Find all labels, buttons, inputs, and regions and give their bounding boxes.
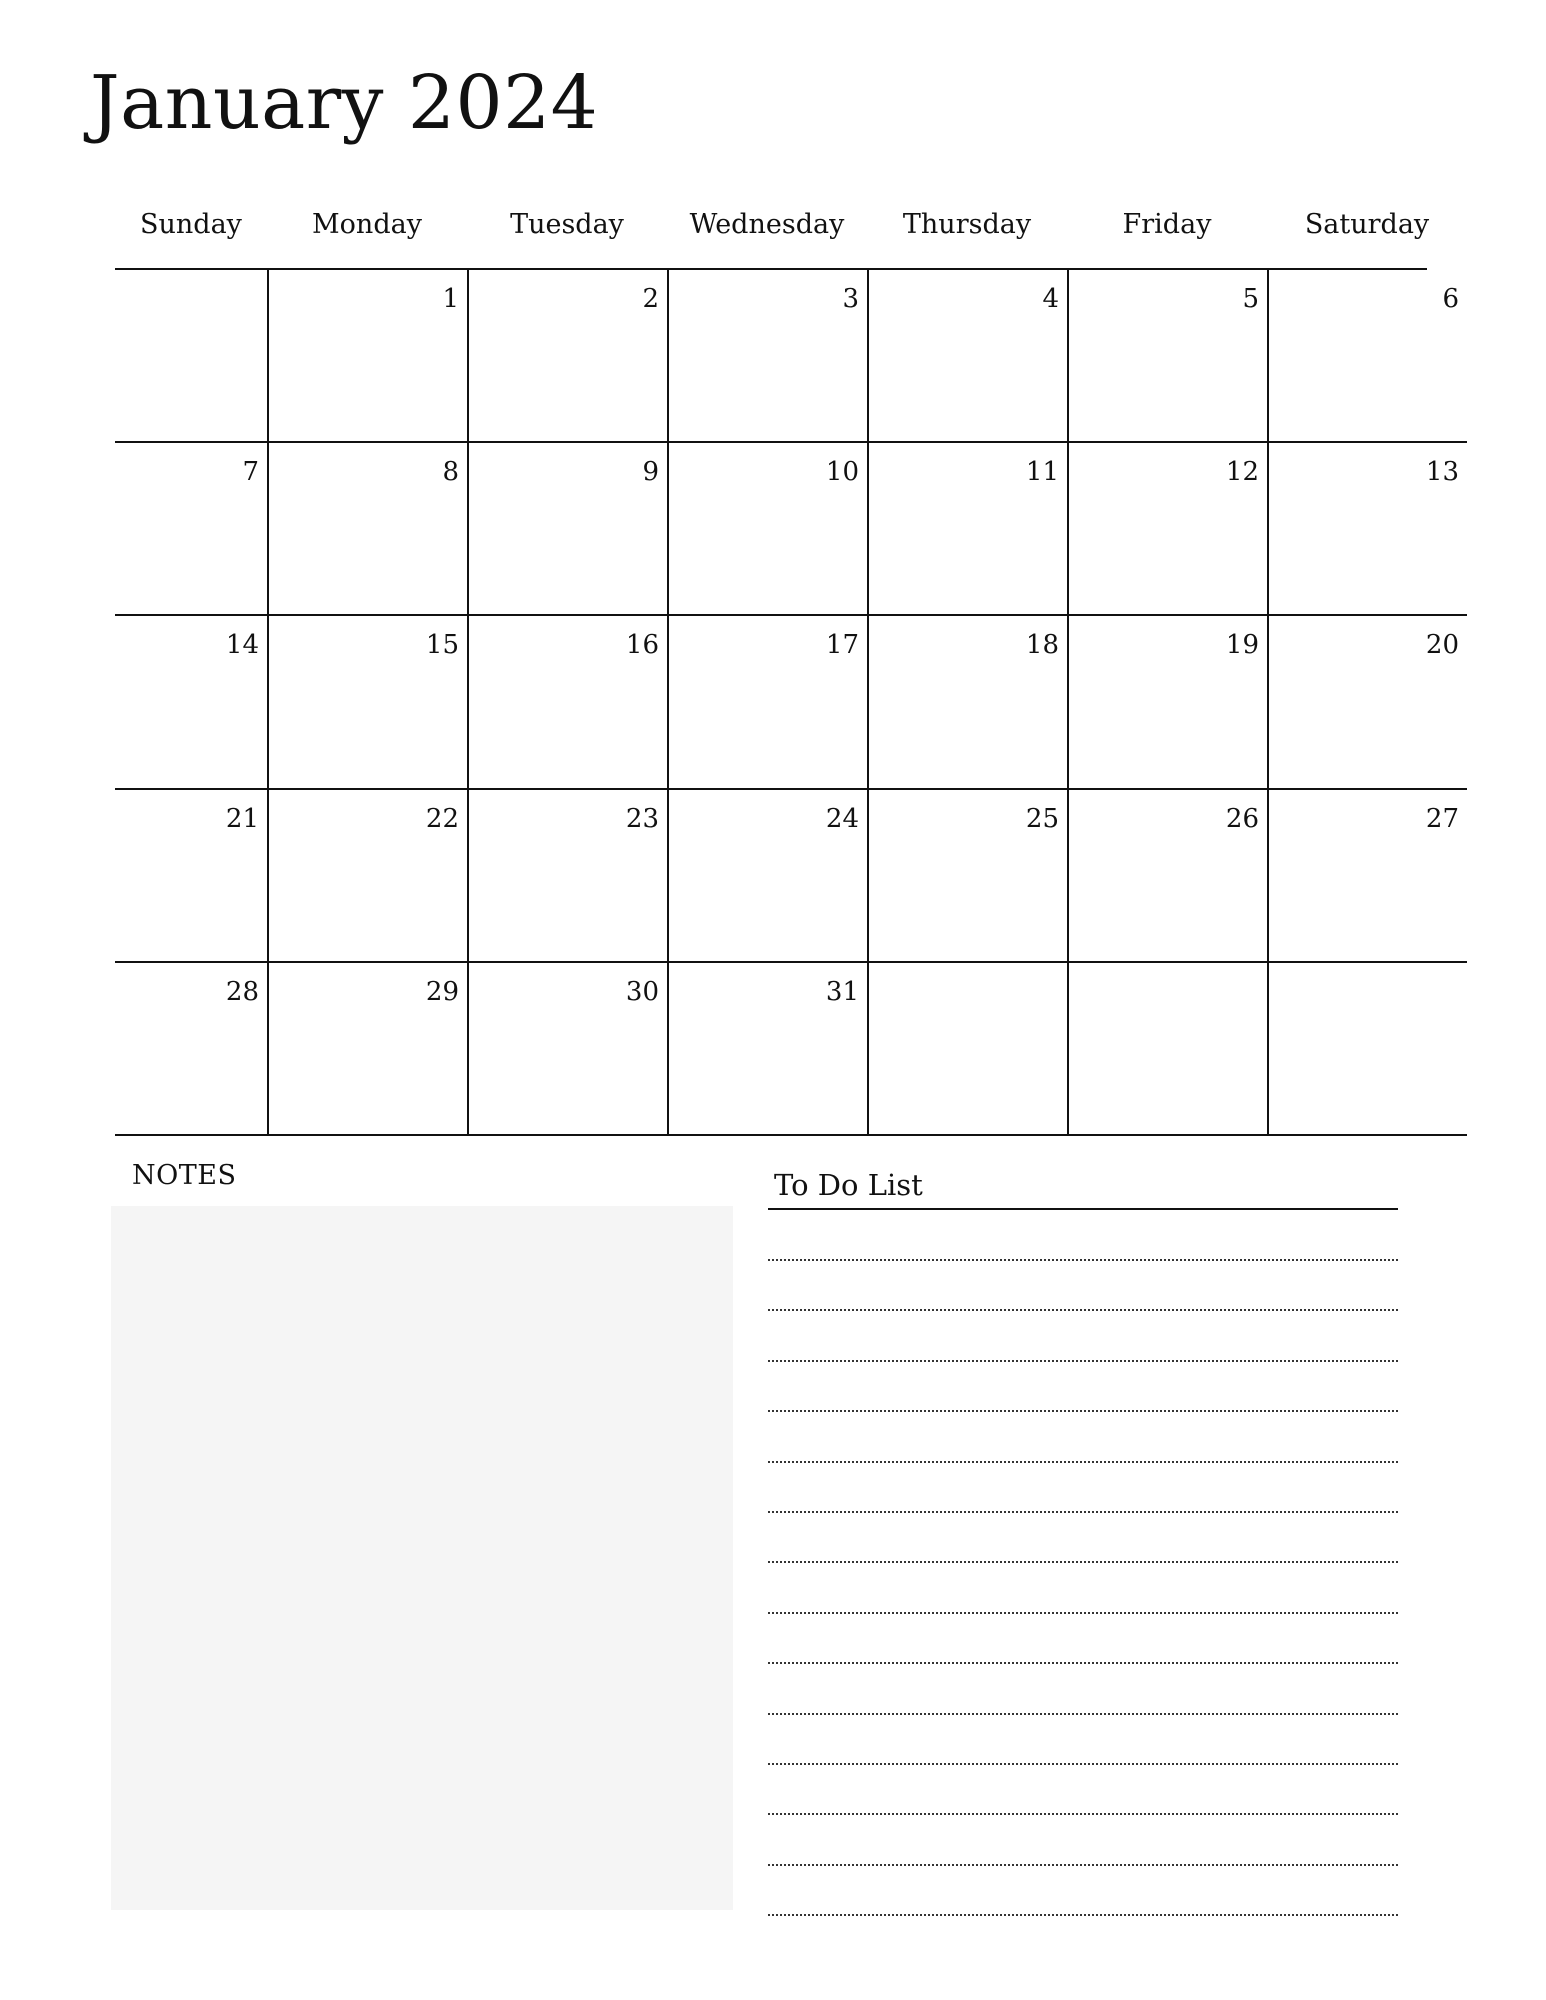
- todo-list-label: To Do List: [774, 1168, 923, 1202]
- todo-item-line[interactable]: [768, 1360, 1398, 1362]
- calendar-day-cell[interactable]: [1267, 616, 1467, 789]
- day-number: 26: [1225, 803, 1259, 834]
- day-number: 29: [425, 976, 459, 1007]
- calendar-day-cell[interactable]: [467, 963, 667, 1136]
- todo-item-line[interactable]: [768, 1864, 1398, 1866]
- calendar-day-cell[interactable]: [467, 443, 667, 616]
- calendar-day-cell[interactable]: [467, 616, 667, 789]
- calendar-day-cell[interactable]: [667, 616, 867, 789]
- weekday-friday: Friday: [1122, 209, 1212, 240]
- calendar-day-cell[interactable]: [115, 616, 267, 789]
- day-number: 27: [1425, 803, 1459, 834]
- calendar-day-cell[interactable]: [267, 270, 467, 443]
- todo-item-line[interactable]: [768, 1461, 1398, 1463]
- day-number: 22: [425, 803, 459, 834]
- calendar-day-cell[interactable]: [1267, 790, 1467, 963]
- calendar-day-cell[interactable]: [667, 963, 867, 1136]
- day-number: 10: [825, 457, 859, 488]
- day-number: 11: [1025, 457, 1059, 488]
- day-number: 16: [625, 630, 659, 661]
- calendar-day-cell[interactable]: [867, 270, 1067, 443]
- weekday-monday: Monday: [312, 209, 422, 240]
- todo-item-line[interactable]: [768, 1410, 1398, 1412]
- calendar-day-cell[interactable]: [867, 790, 1067, 963]
- day-number: 19: [1225, 630, 1259, 661]
- calendar-day-cell[interactable]: [267, 790, 467, 963]
- day-number: 15: [425, 630, 459, 661]
- todo-item-line[interactable]: [768, 1713, 1398, 1715]
- weekday-thursday: Thursday: [902, 209, 1032, 240]
- calendar-day-cell[interactable]: [1267, 443, 1467, 616]
- calendar-day-cell[interactable]: [867, 443, 1067, 616]
- day-number: 18: [1025, 630, 1059, 661]
- todo-item-line[interactable]: [768, 1561, 1398, 1563]
- calendar-day-cell[interactable]: [867, 963, 1067, 1136]
- calendar-day-cell[interactable]: [1067, 270, 1267, 443]
- weekday-header-row: [115, 205, 1430, 245]
- todo-item-line[interactable]: [768, 1259, 1398, 1261]
- day-number: 28: [225, 976, 259, 1007]
- calendar-day-cell[interactable]: [267, 443, 467, 616]
- calendar-day-cell[interactable]: [467, 790, 667, 963]
- day-number: 3: [842, 284, 859, 314]
- calendar-day-cell[interactable]: [1067, 790, 1267, 963]
- weekday-wednesday: Wednesday: [689, 209, 845, 240]
- todo-list-header-rule: [768, 1208, 1398, 1210]
- day-number: 13: [1425, 457, 1459, 488]
- calendar-day-cell[interactable]: [115, 443, 267, 616]
- day-number: 9: [642, 457, 659, 488]
- day-number: 24: [825, 803, 859, 834]
- calendar-day-cell[interactable]: [267, 963, 467, 1136]
- weekday-sunday: Sunday: [140, 209, 242, 240]
- calendar-day-cell[interactable]: [1067, 963, 1267, 1136]
- weekday-tuesday: Tuesday: [510, 209, 624, 240]
- todo-item-line[interactable]: [768, 1612, 1398, 1614]
- calendar-day-cell[interactable]: [1067, 443, 1267, 616]
- todo-item-line[interactable]: [768, 1914, 1398, 1916]
- day-number: 20: [1425, 630, 1459, 661]
- weekday-saturday: Saturday: [1304, 209, 1430, 240]
- day-number: 8: [442, 457, 459, 488]
- notes-label: NOTES: [132, 1160, 237, 1191]
- day-number: 4: [1042, 284, 1059, 314]
- calendar-day-cell[interactable]: [867, 616, 1067, 789]
- calendar-day-cell[interactable]: [115, 270, 267, 443]
- notes-area[interactable]: [111, 1206, 733, 1910]
- calendar-day-cell[interactable]: [1267, 270, 1467, 443]
- calendar-day-cell[interactable]: [1267, 963, 1467, 1136]
- calendar-day-cell[interactable]: [467, 270, 667, 443]
- page-title: January 2024: [90, 60, 599, 146]
- day-number: 12: [1225, 457, 1259, 488]
- todo-item-line[interactable]: [768, 1662, 1398, 1664]
- calendar-day-cell[interactable]: [667, 443, 867, 616]
- calendar-day-cell[interactable]: [267, 616, 467, 789]
- todo-item-line[interactable]: [768, 1813, 1398, 1815]
- day-number: 5: [1242, 284, 1259, 314]
- day-number: 31: [825, 976, 859, 1007]
- day-number: 7: [242, 457, 259, 488]
- day-number: 2: [642, 284, 659, 314]
- day-number: 25: [1025, 803, 1059, 834]
- todo-item-line[interactable]: [768, 1763, 1398, 1765]
- calendar-grid: [115, 268, 1459, 1134]
- calendar-day-cell[interactable]: [115, 790, 267, 963]
- todo-item-line[interactable]: [768, 1309, 1398, 1311]
- calendar-day-cell[interactable]: [115, 963, 267, 1136]
- calendar-day-cell[interactable]: [667, 270, 867, 443]
- todo-item-line[interactable]: [768, 1511, 1398, 1513]
- day-number: 14: [225, 630, 259, 661]
- day-number: 23: [625, 803, 659, 834]
- day-number: 30: [625, 976, 659, 1007]
- day-number: 17: [825, 630, 859, 661]
- day-number: 21: [225, 803, 259, 834]
- calendar-day-cell[interactable]: [667, 790, 867, 963]
- day-number: 6: [1442, 284, 1459, 314]
- day-number: 1: [442, 284, 459, 314]
- calendar-day-cell[interactable]: [1067, 616, 1267, 789]
